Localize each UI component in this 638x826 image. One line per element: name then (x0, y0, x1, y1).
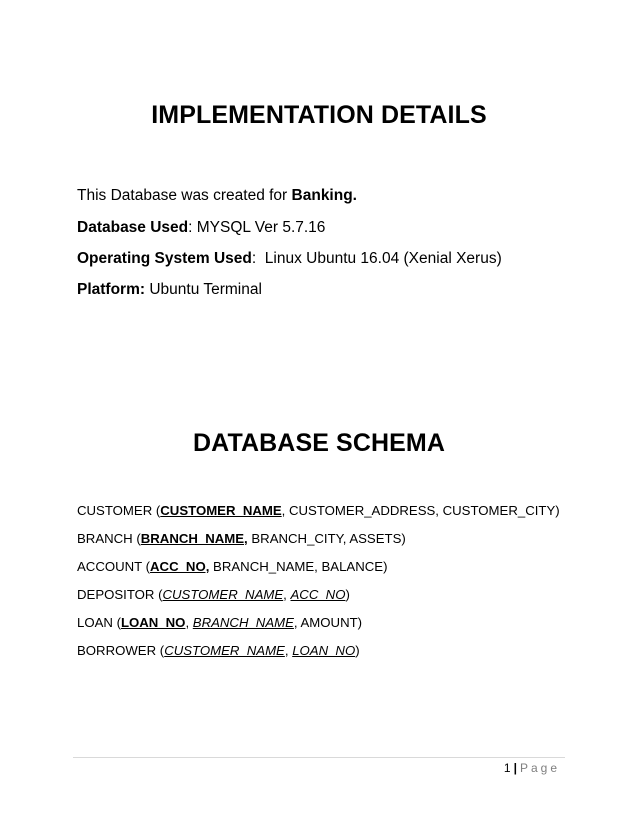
page-word: Page (519, 761, 560, 775)
os-used-value: : Linux Ubuntu 16.04 (Xenial Xerus) (251, 250, 502, 267)
purpose-text: This Database was created for (77, 187, 292, 204)
database-used-line (77, 219, 325, 237)
table-name: DEPOSITOR ( (77, 587, 163, 602)
platform-line (77, 281, 262, 299)
purpose-line (77, 187, 357, 205)
purpose-bold: Banking. (291, 187, 357, 204)
foreign-key: CUSTOMER_NAME (164, 643, 285, 658)
primary-key: BRANCH_NAME, (140, 531, 248, 546)
attributes: , CUSTOMER_ADDRESS, CUSTOMER_CITY) (281, 503, 560, 518)
platform-label: Platform: (77, 281, 146, 298)
table-name: LOAN ( (77, 615, 121, 630)
os-used-line (77, 250, 502, 268)
table-name: BRANCH ( (77, 531, 141, 546)
separator: , (283, 587, 291, 602)
table-name: CUSTOMER ( (77, 503, 161, 518)
separator: , (185, 615, 193, 630)
page-footer (504, 761, 560, 775)
schema-customer (77, 503, 560, 518)
schema-account (77, 559, 387, 574)
database-schema-heading: DATABASE SCHEMA (193, 429, 445, 457)
separator: , (284, 643, 293, 658)
primary-key: ACC_NO, (150, 559, 210, 574)
database-used-label: Database Used (77, 219, 189, 236)
table-name: BORROWER ( (77, 643, 165, 658)
schema-branch (77, 531, 406, 546)
database-used-value: : MYSQL Ver 5.7.16 (188, 219, 326, 236)
closing: ) (355, 643, 360, 658)
foreign-key: CUSTOMER_NAME (162, 587, 284, 602)
implementation-details-heading: IMPLEMENTATION DETAILS (151, 101, 487, 129)
foreign-key: LOAN_NO (292, 643, 356, 658)
schema-loan (77, 615, 362, 630)
schema-borrower (77, 643, 360, 658)
foreign-key: ACC_NO (290, 587, 346, 602)
primary-key: LOAN_NO (120, 615, 186, 630)
page-number: 1 (503, 761, 511, 775)
foreign-key: BRANCH_NAME (192, 615, 294, 630)
schema-depositor (77, 587, 350, 602)
primary-key: CUSTOMER_NAME (160, 503, 282, 518)
attributes: BRANCH_NAME, BALANCE) (209, 559, 388, 574)
os-used-label: Operating System Used (77, 250, 252, 267)
table-name: ACCOUNT ( (77, 559, 151, 574)
attributes: , AMOUNT) (293, 615, 363, 630)
attributes: BRANCH_CITY, ASSETS) (247, 531, 406, 546)
footer-separator: | (513, 761, 517, 775)
platform-value: Ubuntu Terminal (145, 281, 262, 298)
closing: ) (345, 587, 350, 602)
footer-divider (73, 757, 565, 758)
